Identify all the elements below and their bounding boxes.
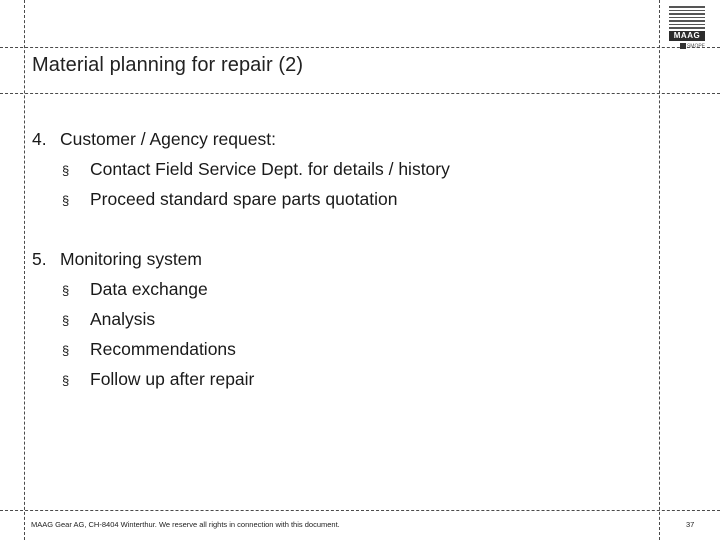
list-item-text: Recommendations xyxy=(90,339,236,359)
list-item-text: Analysis xyxy=(90,309,156,329)
list-item xyxy=(32,154,650,184)
list-item xyxy=(32,334,650,364)
bullet-icon: § xyxy=(62,193,70,208)
frame-header-line xyxy=(0,93,720,94)
frame-left-line xyxy=(24,0,25,540)
list-item-text: Data exchange xyxy=(90,279,208,299)
list-item-text: Contact Field Service Dept. for details / history xyxy=(90,159,450,179)
maag-logo xyxy=(669,6,705,70)
section-heading xyxy=(32,124,650,154)
section-4 xyxy=(32,124,650,214)
logo-subtext: SMOPE xyxy=(669,43,705,50)
bullet-icon: § xyxy=(62,283,70,298)
frame-bottom-line xyxy=(0,510,720,511)
bullet-icon: § xyxy=(62,343,70,358)
section-number: 4. xyxy=(32,129,47,149)
bullet-icon: § xyxy=(62,163,70,178)
page-number: 37 xyxy=(686,520,695,529)
list-item xyxy=(32,184,650,214)
list-item-text: Follow up after repair xyxy=(90,369,255,389)
section-heading-text: Monitoring system xyxy=(60,249,202,269)
section-heading-text: Customer / Agency request: xyxy=(60,129,276,149)
footer-legal-text: MAAG Gear AG, CH-8404 Winterthur. We reserve all rights in connection with this document. xyxy=(31,520,340,529)
list-item xyxy=(32,274,650,304)
slide-content xyxy=(32,124,650,424)
section-number: 5. xyxy=(32,249,47,269)
bullet-icon: § xyxy=(62,373,70,388)
list-item xyxy=(32,304,650,334)
slide-title: Material planning for repair (2) xyxy=(32,54,304,76)
list-item xyxy=(32,364,650,394)
section-5 xyxy=(32,244,650,394)
logo-wordmark: MAAG xyxy=(669,31,705,41)
section-heading xyxy=(32,244,650,274)
frame-right-line xyxy=(659,0,660,540)
list-item-text: Proceed standard spare parts quotation xyxy=(90,189,398,209)
bullet-icon: § xyxy=(62,313,70,328)
frame-top-line xyxy=(0,47,720,48)
